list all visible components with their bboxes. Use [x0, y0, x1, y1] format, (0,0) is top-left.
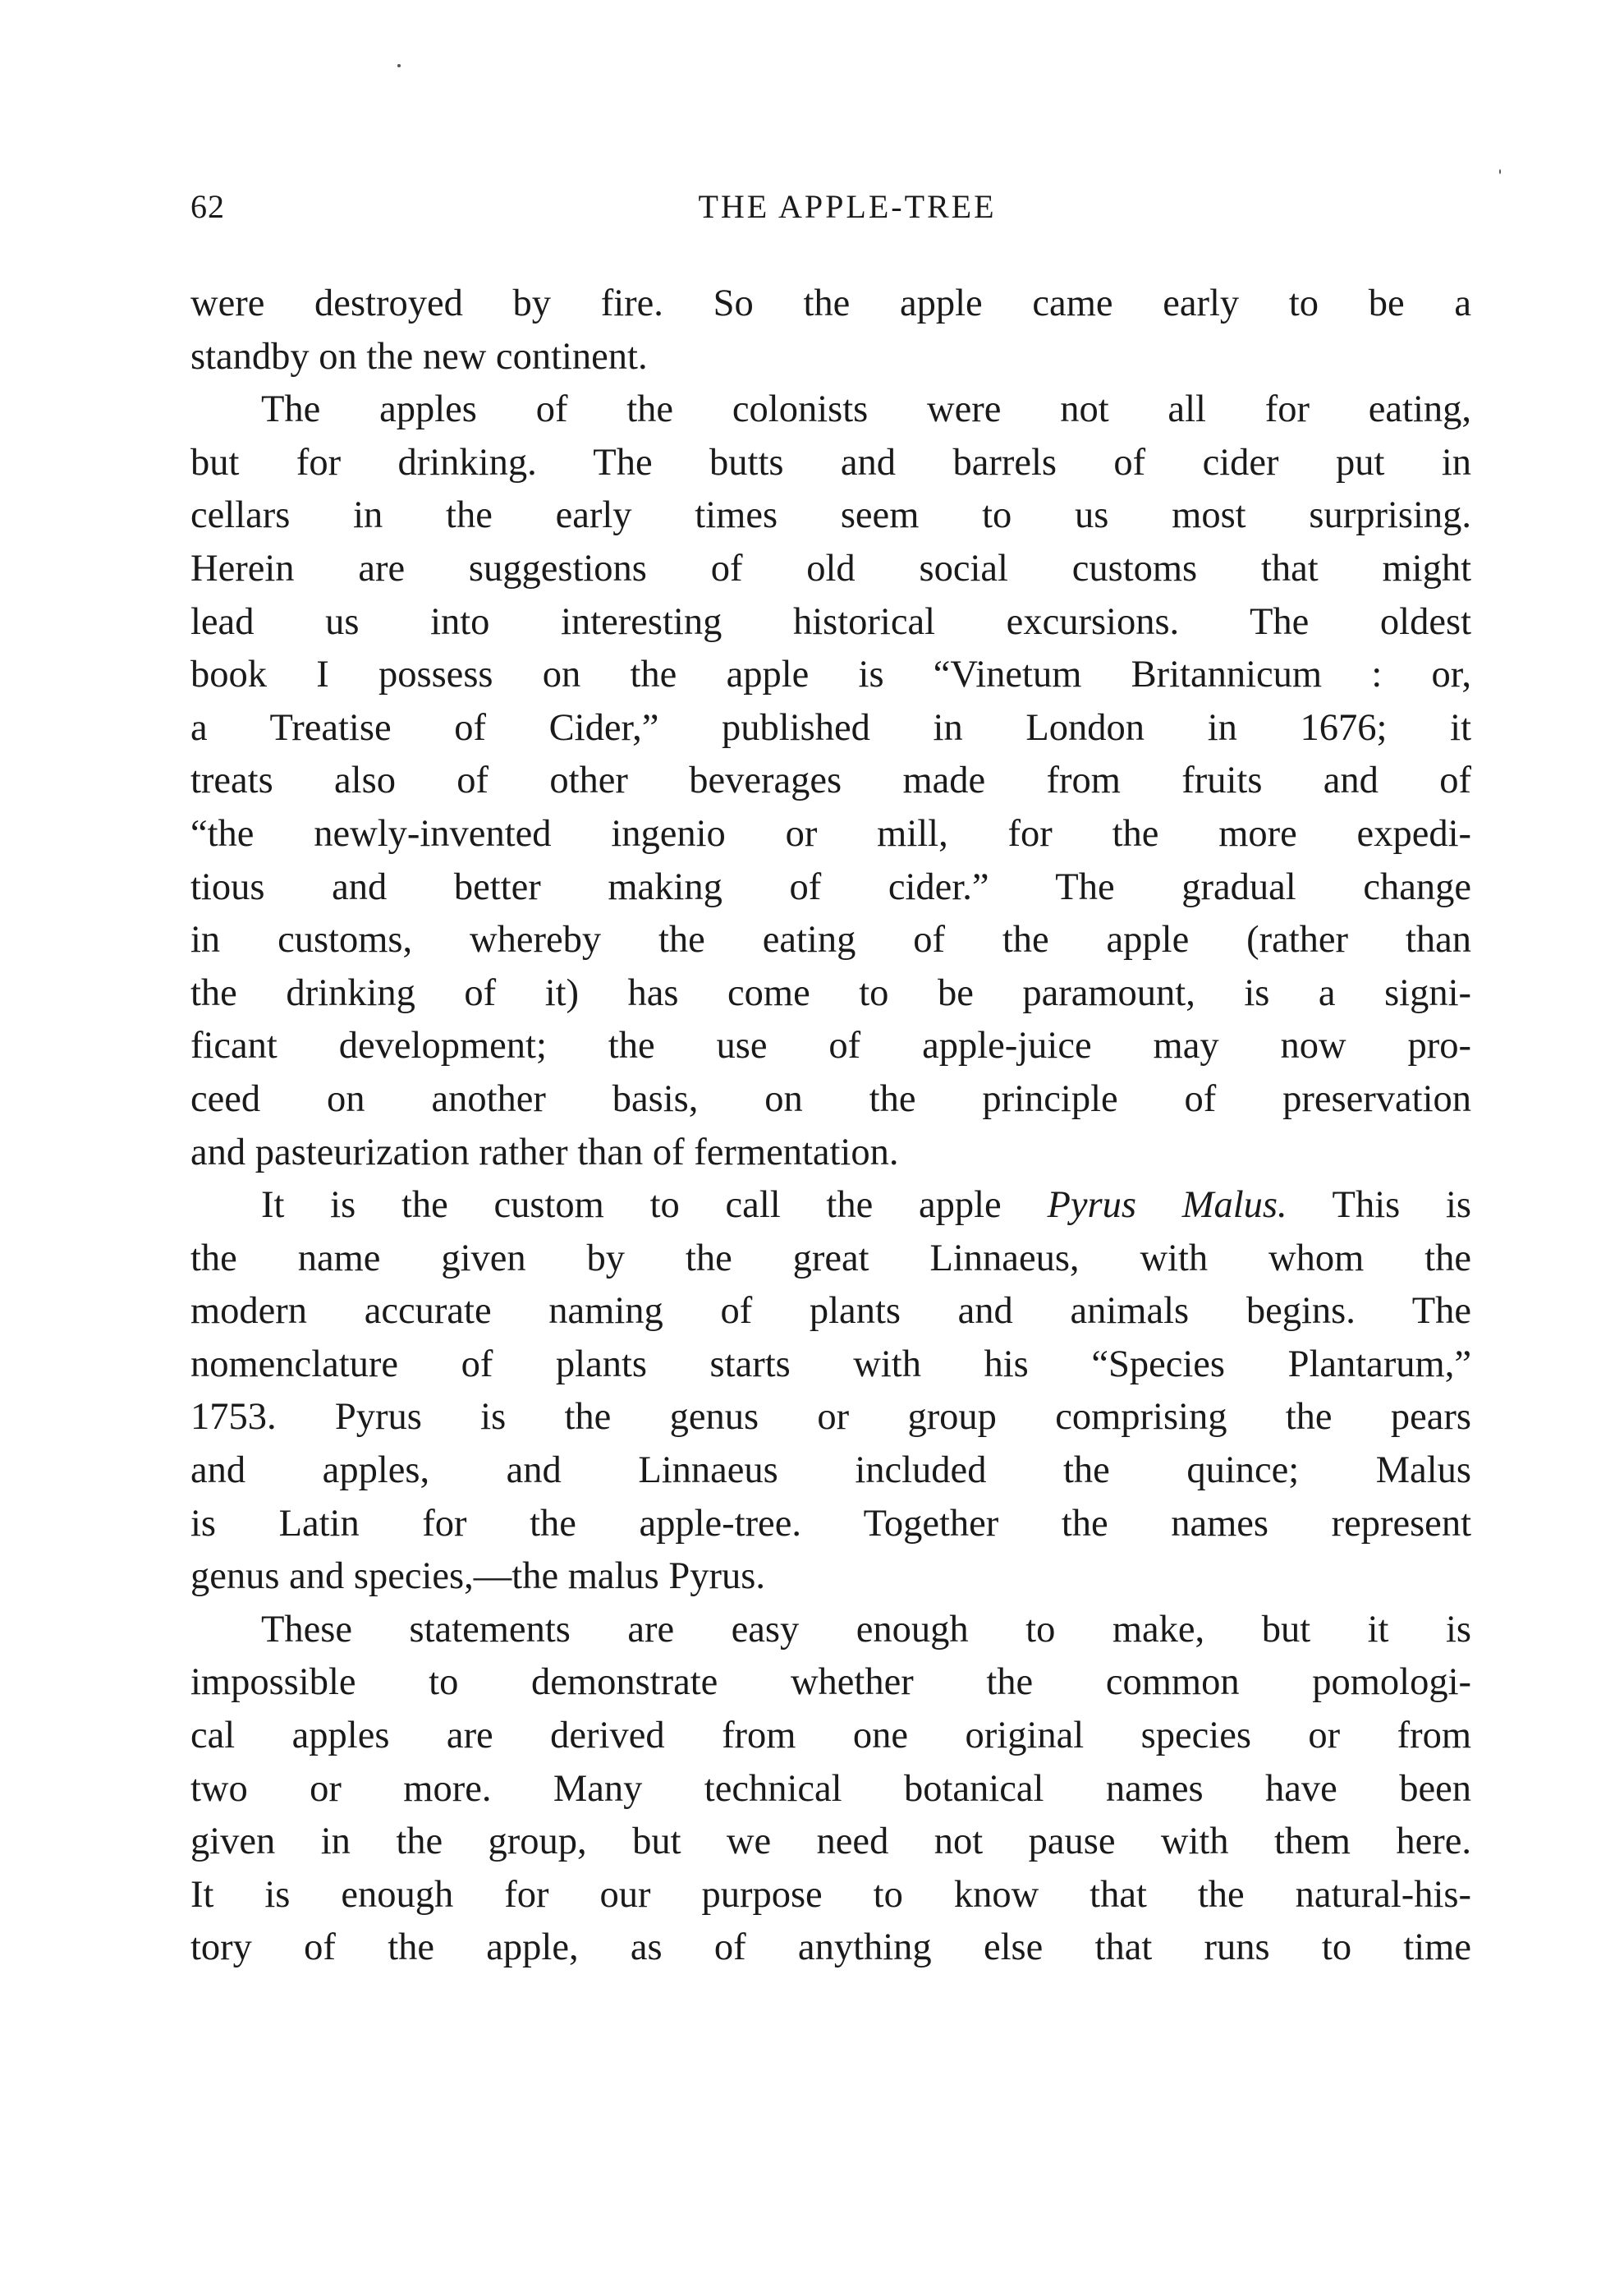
text-line: modern accurate naming of plants and animals begins. The	[190, 1290, 1471, 1333]
text-segment: This is	[1287, 1184, 1471, 1227]
text-line: in customs, whereby the eating of the apple (rather than	[190, 919, 1471, 962]
text-line: but for drinking. The butts and barrels of cider put in	[190, 441, 1471, 484]
text-line: lead us into interesting historical excursions. The oldest	[190, 600, 1471, 643]
text-line: cal apples are derived from one original species or from	[190, 1715, 1471, 1757]
text-line	[190, 1179, 1471, 1233]
running-title: THE APPLE-TREE	[698, 188, 997, 225]
text-line: “the newly-invented ingenio or mill, for the more expedi-	[190, 812, 1471, 855]
text-line: the drinking of it) has come to be paramount, is a signi-	[190, 971, 1471, 1014]
text-line: Herein are suggestions of old social customs that might	[190, 547, 1471, 590]
page-header	[190, 187, 1471, 228]
text-line: the name given by the great Linnaeus, with whom the	[190, 1237, 1471, 1279]
page-number: 62	[190, 188, 225, 225]
body-text	[190, 278, 1471, 1975]
text-line: cellars in the early times seem to us most surprising.	[190, 494, 1471, 537]
text-line: book I possess on the apple is “Vinetum Britannicum : or,	[190, 654, 1471, 696]
text-line: standby on the new continent.	[190, 335, 648, 378]
text-line: genus and species,—the malus Pyrus.	[190, 1555, 765, 1598]
text-line: The apples of the colonists were not all for eating,	[261, 388, 1471, 431]
text-line: 1753. Pyrus is the genus or group comprising the pears	[190, 1396, 1471, 1439]
text-line: These statements are easy enough to make, but it is	[261, 1608, 1471, 1651]
text-line: is Latin for the apple-tree. Together the names represent	[190, 1502, 1471, 1545]
text-line: and pasteurization rather than of fermentation.	[190, 1131, 899, 1173]
text-line: ficant development; the use of apple-juice may now pro-	[190, 1025, 1471, 1068]
scan-speck	[1499, 169, 1501, 174]
text-line: two or more. Many technical botanical names have been	[190, 1767, 1471, 1810]
text-line: treats also of other beverages made from fruits and of	[190, 760, 1471, 802]
text-line: tious and better making of cider.” The gradual change	[190, 866, 1471, 908]
scan-speck	[397, 64, 401, 67]
text-line: It is enough for our purpose to know that the natural-his-	[190, 1873, 1471, 1916]
text-line: ceed on another basis, on the principle of preservation	[190, 1077, 1471, 1120]
text-line: nomenclature of plants starts with his “Species Plantarum,”	[190, 1343, 1471, 1385]
text-line: tory of the apple, as of anything else that runs to time	[190, 1926, 1471, 1969]
text-line: a Treatise of Cider,” published in London in 1676; it	[190, 706, 1471, 749]
text-line: were destroyed by fire. So the apple came early to be a	[190, 282, 1471, 324]
text-line: and apples, and Linnaeus included the quince; Malus	[190, 1449, 1471, 1492]
italic-term: Pyrus Malus.	[1047, 1184, 1287, 1227]
text-line: impossible to demonstrate whether the common pomologi-	[190, 1661, 1471, 1704]
text-segment: It is the custom to call the apple	[261, 1184, 1048, 1227]
text-line: given in the group, but we need not pause with them here.	[190, 1821, 1471, 1863]
